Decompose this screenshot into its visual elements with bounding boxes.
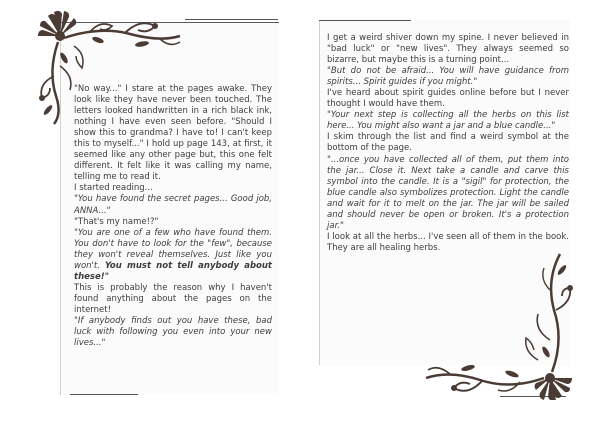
left-page-paragraph [74,316,272,349]
right-page-paragraph [327,132,569,154]
left-page-paragraph-text: "No way..." I stare at the pages awake. They look like they have never been touched. The letters looked handwritten in a rich black ink, nothing I have even seen before. "Should I show this to grandma? I have to! I can't keep this to myself..." I hold up page 143, at first, it seemed like any other page but, this one felt different. It felt like it was calling my name, telling me to read it. [74,84,272,183]
right-page-paragraph-text: "But do not be afraid... You will have guidance from spirits... Spirit guides if you might." [327,66,569,88]
left-page-emphasis: You must not tell anybody about these!" [74,260,272,282]
right-page-paragraph [327,66,569,88]
right-page-paragraph [327,110,569,132]
left-page-paragraph [74,228,272,283]
right-top-rule [319,20,411,21]
left-page-paragraph-text: "If anybody finds out you have these, bad luck with following you even into your new lives..." [74,315,272,349]
left-page-paragraph [74,217,272,228]
right-page-paragraph-text: "Your next step is collecting all the herbs on this list here... You might also want a jar and a blue candle..." [327,110,569,132]
right-page-paragraph-text: I skim through the list and find a weird symbol at the bottom of the page. [327,132,569,154]
right-page-paragraph [327,33,569,66]
left-top-rule [185,19,278,20]
flourish-corner-ornament-top-left [30,6,190,126]
flourish-corner-ornament-bottom-right [420,250,580,400]
left-page-paragraph-text: "You are one of a few who have found them. You don't have to look for the "few", because they won't reveal themselves. Just like you won't. [74,227,272,271]
left-page-paragraph-text: I started reading... [74,183,153,194]
right-page-paragraph-text: I get a weird shiver down my spine. I never believed in "bad luck" or "new lives". They always seemed so bizarre, but maybe this is a turning point... [327,33,569,66]
right-page-paragraph-text: I look at all the herbs... I've seen all of them in the book. They are all healing herbs. [327,231,569,253]
left-page-paragraph-text: "That's my name!?" [74,216,159,227]
right-text-column [327,33,569,254]
left-page-paragraph [74,283,272,316]
left-page-paragraph [74,194,272,216]
left-page-paragraph [74,183,272,194]
left-page-paragraph-text: This is probably the reason why I haven't found anything about the pages on the internet! [74,282,272,315]
right-page-paragraph-text: I've heard about spirit guides online before but I never thought I would have them. [327,88,569,110]
right-page-paragraph-text: "...once you have collected all of them, put them into the jar... Close it. Next take a candle and carve this symbol into the candle. It is a "sigil" for protection, the blue candle also symbolizes protection. Light the candle and wait for it to melt on the jar. The jar will be sailed and should never be open or broken. It's a protection jar." [327,154,569,231]
right-page-paragraph [327,155,569,232]
left-bottom-rule [70,394,138,395]
left-page-paragraph-text: "You have found the secret pages... Good job, ANNA..." [74,194,272,216]
right-page-paragraph [327,88,569,110]
